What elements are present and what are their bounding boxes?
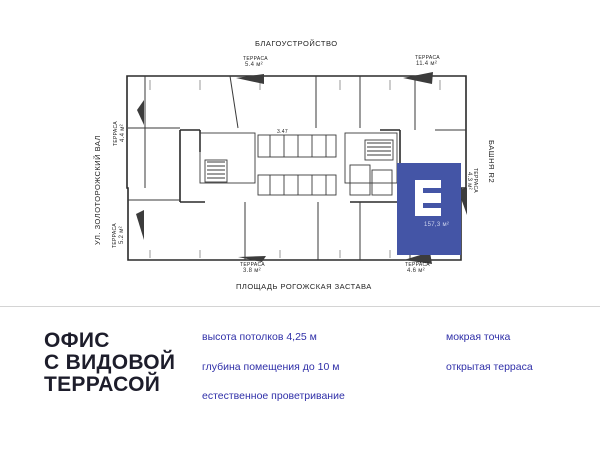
bottom-street-label: ПЛОЩАДЬ РОГОЖСКАЯ ЗАСТАВА — [236, 282, 372, 291]
core-label: 3.47 — [277, 129, 288, 135]
feature-ceiling: высота потолков 4,25 м — [202, 331, 317, 343]
feature-depth: глубина помещения до 10 м — [202, 361, 340, 373]
terrace-top-right-name: ТЕРРАСА — [415, 55, 440, 61]
terrace-shape-top-right — [403, 72, 433, 84]
terrace-left-upper-name: ТЕРРАСА — [113, 121, 119, 146]
page-title — [44, 330, 184, 396]
terrace-bottom-center-area: 3.8 м² — [243, 268, 261, 274]
terrace-bottom-center-name: ТЕРРАСА — [240, 262, 265, 268]
terrace-left-lower-area: 5.2 м² — [119, 226, 125, 244]
terrace-left-lower-name: ТЕРРАСА — [112, 223, 118, 248]
terrace-bottom-right-area: 4.6 м² — [407, 268, 425, 274]
terrace-shape-left-lower — [136, 210, 144, 240]
terrace-top-center-name: ТЕРРАСА — [243, 56, 268, 62]
terrace-left-upper-area: 4.4 м² — [120, 124, 126, 142]
terrace-top-center-area: 5.4 м² — [245, 62, 263, 68]
top-street-label: БЛАГОУСТРОЙСТВО — [255, 39, 338, 48]
title-line: С ВИДОВОЙ — [44, 351, 176, 374]
right-tower-label: БАШНЯ R2 — [487, 140, 496, 184]
terrace-shape-left-upper — [137, 100, 144, 125]
feature-wet-point: мокрая точка — [446, 331, 511, 343]
section-divider — [0, 306, 600, 307]
feature-terrace: открытая терраса — [446, 361, 533, 373]
terrace-top-right-area: 11.4 м² — [416, 61, 438, 67]
title-line: ТЕРРАСОЙ — [44, 373, 161, 396]
title-line: ОФИС — [44, 329, 110, 352]
terrace-right-name: ТЕРРАСА — [472, 168, 478, 193]
unit-area-label: 157,3 м² — [424, 222, 450, 228]
terrace-right-area: 4.3 м² — [466, 172, 472, 190]
feature-ventilation: естественное проветривание — [202, 390, 345, 402]
unit-badge-shape — [415, 180, 441, 216]
terrace-bottom-right-name: ТЕРРАСА — [405, 262, 430, 268]
left-street-label: УЛ. ЗОЛОТОРОЖСКИЙ ВАЛ — [93, 135, 102, 245]
